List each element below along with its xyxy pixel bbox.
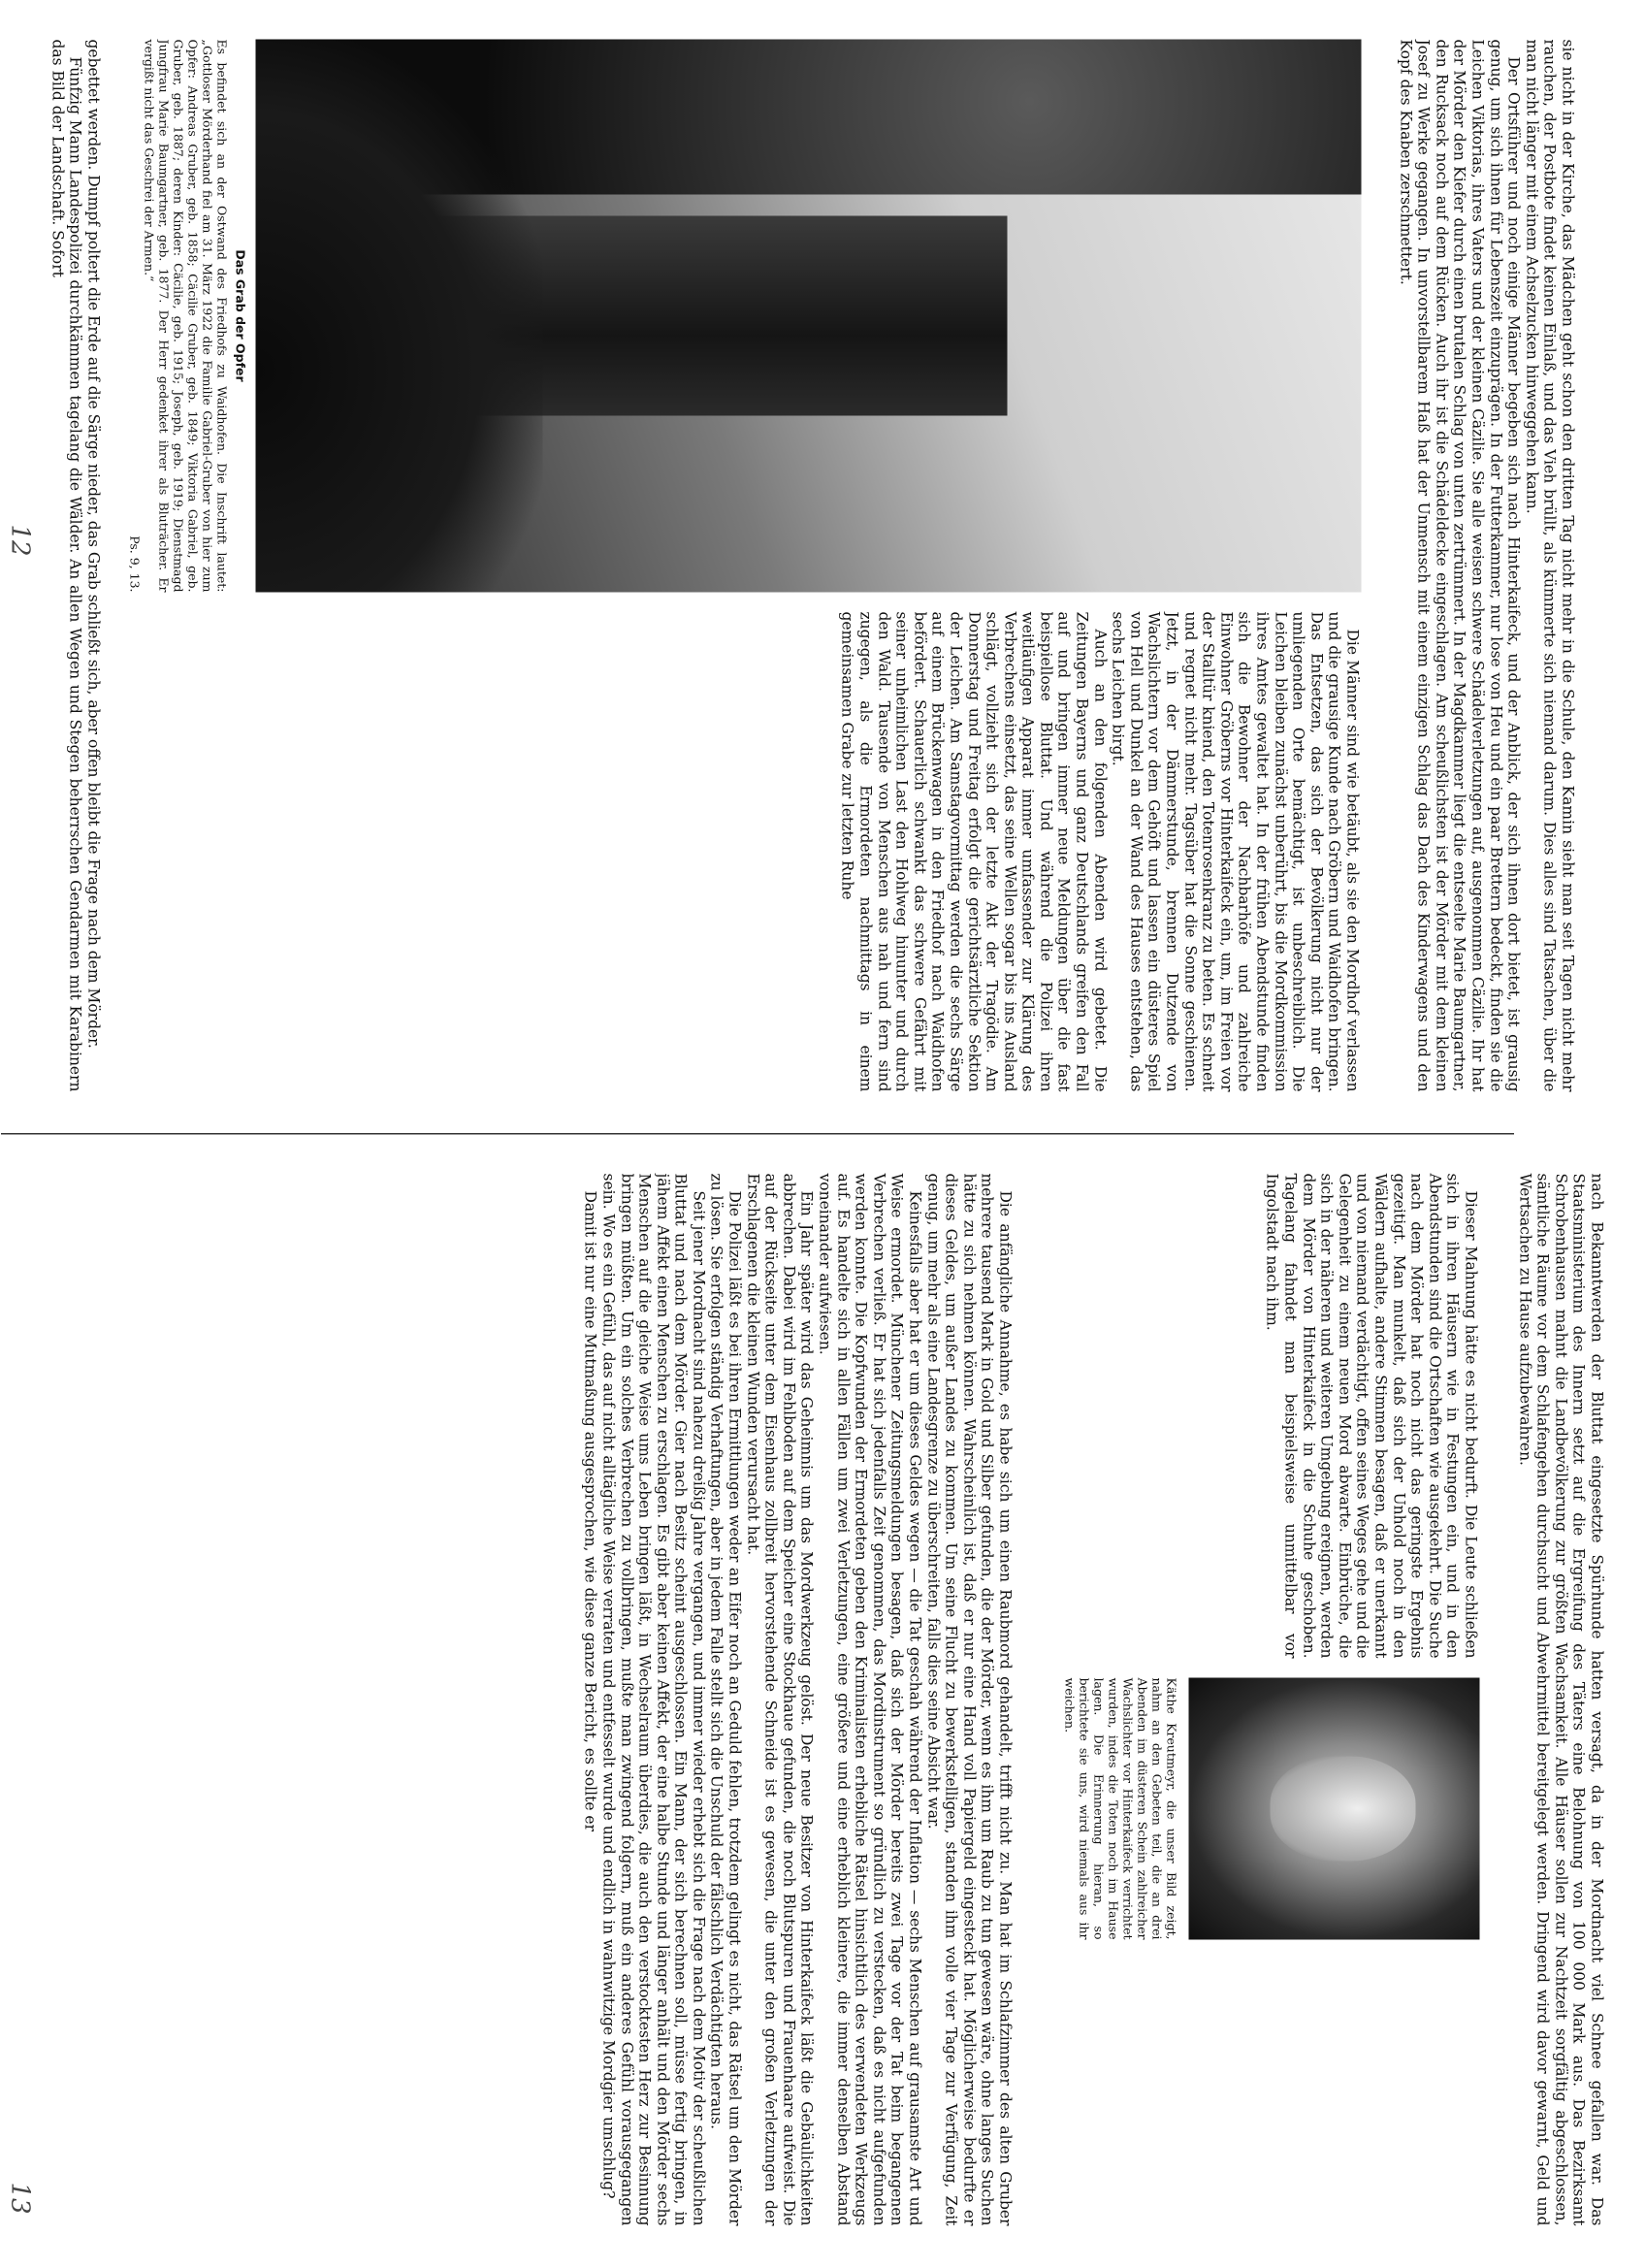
top-text-block [1378, 40, 1577, 1092]
grave-photo [256, 40, 1362, 593]
page-number: 13 [5, 2182, 35, 2215]
main-text-block [25, 1174, 1015, 2226]
portrait-face [1271, 1757, 1416, 1862]
caption-reference: Ps. 9, 13. [127, 535, 143, 593]
paragraph: Damit ist nur eine Mutmaßung ausgesprochen, wie diese ganze Bericht, es sollte er [581, 1190, 599, 1831]
right-text-column [111, 612, 1362, 1092]
paragraph: Ein Jahr später wird das Geheimnis um das Mordwerkzeug gelöst. Der neue Besitzer von Hinterkaifeck läßt die Gebäulichkeiten abbrechen. Dabei wird im Fehlboden auf dem Speicher eine Stockhaue gefunden, die noch Blutspuren und Frauenhaare aufweist. Die auf der Rückseite unter dem Eisenhaus zollbreit hervorstehende Schneide ist es gewesen, die unter den großen Verletzungen der Erschlagenen die kleinen Wunden verursacht hat. [744, 1173, 816, 2226]
bottom-text-block [30, 40, 103, 1092]
page-12 [0, 1, 1645, 1135]
top-text-block [1485, 1174, 1606, 2226]
paragraph: Die Polizei läßt es bei ihren Ermittlungen weder an Eifer noch an Geduld fehlen, trotzdem gelingt es nicht, das Rätsel um den Mörder zu lösen. Sie erfolgen ständig Verhaftungen, aber in jedem Falle stellt sich die Unschuld der fälschlich Verdächtigten heraus. [708, 1173, 744, 2226]
portrait-photo [1189, 1678, 1480, 1940]
grave-photo-caption [113, 40, 248, 593]
paragraph: nach Bekanntwerden der Bluttat eingesetzte Spürhunde hatten versagt, da in der Mordnacht viel Schnee gefallen war. Das Staatsministerium des Innern setzt auf die Ergreifung des Täters eine Belohnung von 100 000 Mark aus. Das Bezirksamt Schrobenhausen mahnt die Landbevölkerung zur größten Wachsamkeit. Alle Häuser sollen zur Nachtzeit sorgfältig abgeschlossen, sämtliche Räume vor dem Schlafengehen durchsucht und Abwehrmittel bereitgelegt werden. Dringend wird davor gewarnt, Geld und Wertsachen zu Hause aufzubewahren. [1516, 1173, 1606, 2226]
portrait-caption [1024, 1678, 1179, 1940]
page-number: 12 [5, 524, 35, 557]
paragraph: sie nicht in der Kirche, das Mädchen geht schon den dritten Tag nicht mehr in die Schule, den Kamin sieht man seit Tagen nicht mehr rauchen, der Postbote findet keinen Einlaß, und das Vieh brüllt, als kümmerte sich niemand darum. Dies alles sind Tatsachen, über die man nicht länger mit einem Achselzucken hinweggehen kann. [1523, 39, 1577, 1092]
paragraph: gebettet werden. Dumpf poltert die Erde auf die Särge nieder, das Grab schließt sich, aber offen bleibt die Frage nach dem Mörder. [84, 39, 103, 1049]
paragraph: Keinesfalls aber hat er um dieses Geldes wegen — die Tat geschah während der Inflation — sechs Menschen auf grausamste Art und Weise ermordet. Münchener Zeitungsmeldungen besagen, daß sich der Mörder bereits zwei Tage vor der Tat beim begangenen Verbrechen verließ. Er hat sich jedenfalls Zeit genommen, das Mordinstrument so gründlich zu verstecken, daß es nicht aufgefunden werden konnte. Die Kopfwunden der Ermordeten geben den Kriminalisten erhebliche Rätsel hinsichtlich des verwendeten Werkzeugs auf. Es handelte sich in allen Fällen um zwei Verletzungen, eine größere und eine erheblich kleinere, die immer denselben Abstand voneinander aufwiesen. [816, 1173, 924, 2226]
page-13-scan [0, 1134, 1645, 2268]
caption-text: Käthe Kreutmeyr, die unser Bild zeigt, nahm an den Gebeten teil, die an drei Abenden im düsteren Schein zahlreicher Wachslichter vor Hinterkaifeck verrichtet wurden, indes die Toten noch im Hause lagen. Die Erinnerung hieran, so berichtete sie uns, wird niemals aus ihr weichen. [1062, 1677, 1179, 1940]
left-text-column [1024, 1174, 1480, 1659]
paragraph: Die anfängliche Annahme, es habe sich um einen Raubmord gehandelt, trifft nicht zu. Man hat im Schlafzimmer des alten Gruber mehrere tausend Mark in Gold und Silber gefunden, die der Mörder, wenn es ihm um Raub zu tun gewesen wäre, ohne langes Suchen hätte zu sich nehmen können. Wahrscheinlich ist, daß er nur eine Hand voll Papiergeld eingesteckt hat. Möglicherweise bedurfte er dieses Geldes, um außer Landes zu kommen. Um seine Flucht zu bewerkstelligen, standen ihm volle vier Tage zur Verfügung, Zeit genug, um mehr als eine Landesgrenze zu überschreiten, falls dies seine Absicht war. [924, 1173, 1015, 2226]
paragraph: Seit jener Mordnacht sind nahezu dreißig Jahre vergangen, und immer wieder erhebt sich die Frage nach dem Motiv der scheußlichen Bluttat und nach dem Mörder. Gier nach Besitz scheint ausgeschlossen. Ein Mann, der sich berechnen soll, müsse fertig bringen, in jähem Affekt einen Menschen zu erschlagen. Es gibt aber keinen Affekt, der eine halbe Stunde und länger anhält und den Mörder sechs Menschen auf die gleiche Weise ums Leben bringen läßt, in Wechselraum überdies, die auch den verstocktesten Herz zur Besinnung bringen müßten. Um ein solches Verbrechen zu vollbringen, mußte man zwingend folgern, muß ein anderes Gefühl vorausgegangen sein. Wo es ein Gefühl, das auf nicht alltägliche Weise verraten und entfesselt wurde und endlich in wahnwitzige Mordgier umschlug? [599, 1173, 708, 2226]
page-13 [0, 1135, 1645, 2268]
caption-text: Es befindet sich an der Ostwand des Friedhofs zu Waidhofen. Die Inschrift lautet: „Gottloser Mörderhand fiel am 31. März 1922 die Familie Gabriel-Gruber von hier zum Opfer: Andreas Gruber, geb. 1858; Cäcilie Gruber, geb. 1849; Viktoria Gabriel, geb. Gruber, geb. 1887; deren Kinder: Cäcilie, geb. 1915; Joseph, geb. 1919; Dienstmagd Jungfrau Marie Baumgartner, geb. 1877. Der Herr gedenket ihrer als Bluträcher. Er vergißt nicht das Geschrei der Armen.“ [142, 39, 230, 593]
paragraph: Der Ortsführer und noch einige Männer begeben sich nach Hinterkaifeck, und der Anblick, der sich ihnen dort bietet, ist grausig genug, um sich ihnen für Lebenszeit einzuprägen. In der Futterkammer, nur lose von Heu und ein paar Brettern bedeckt, finden sie die Leichen Viktorias, ihres Vaters und der kleinen Cäzilie. Sie alle weisen schwere Schädelverletzungen auf, ausgenommen Cäzilie. Ihr hat der Mörder den Kiefer durch einen brutalen Schlag von unten zertrümmert. In der Magdkammer liegt die entseelte Marie Baumgartner, den Rucksack noch auf dem Rücken. Auch ihr ist die Schädeldecke eingeschlagen. Am scheußlichsten ist der Mörder mit dem kleinen Josef zu Werke gegangen. In unvorstellbarem Haß hat der Unmensch mit einem einzigen Schlag das Dach des Kinderwagens und den Kopf des Knaben zerschmettert. [1397, 39, 1523, 1092]
paragraph: Auch an den folgenden Abenden wird gebetet. Die Zeitungen Bayerns und ganz Deutschlands greifen den Fall auf und bringen immer neue Meldungen über die fast beispiellose Bluttat. Und während die Polizei ihren weitläufigen Apparat immer umfassender zur Klärung des Verbrechens einsetzt, das seine Wellen sogar bis ins Ausland schlägt, vollzieht sich der letzte Akt der Tragödie. Am Donnerstag und Freitag erfolgt die gerichtsärztliche Sektion der Leichen. Am Samstagvormittag werden die sechs Särge auf einem Brückenwagen in den Friedhof nach Waidhofen befördert. Schauerlich schwankt das schwere Gefährt mit seiner unheimlichen Last den Hohlweg hinunter und durch den Wald. Tausende von Menschen aus nah und fern sind zugegen, als die Ermordeten nachmittags in einem gemeinsamen Grabe zur letzten Ruhe [838, 611, 1110, 1092]
paragraph: Fünfzig Mann Landespolizei durchkämmen tagelang die Wälder. An allen Wegen und Stegen beherrschen Gendarmen mit Karabinern das Bild der Landschaft. Sofort [48, 39, 84, 1092]
paragraph: Die Männer sind wie betäubt, als sie den Mordhof verlassen und die grausige Kunde nach Gröbern und Waidhofen bringen. Das Entsetzen, das sich der Bevölkerung nicht nur der umliegenden Orte bemächtigt, ist unbeschreiblich. Die Leichen bleiben zunächst unberührt, bis die Mordkommission ihres Amtes gewaltet hat. In der frühen Abendstunde finden sich die Bewohner der Nachbarhöfe und zahlreiche Einwohner Gröberns vor Hinterkaifeck ein, um, im Freien vor der Stalltür kniend, den Totenrosenkranz zu beten. Es schneit und regnet nicht mehr. Tagsüber hat die Sonne geschienen. Jetzt, in der Dämmerstunde, brennen Dutzende von Wachslichtern vor dem Gehöft und lassen ein düsteres Spiel von Hell und Dunkel an der Wand des Hauses entstehen, das sechs Leichen birgt. [1109, 611, 1362, 1092]
caption-title: Das Grab der Opfer [233, 249, 248, 382]
photo-foreground [256, 40, 543, 593]
paragraph: Dieser Mahnung hätte es nicht bedurft. Die Leute schließen sich in ihren Häusern wie in Festungen ein, und in den Abendstunden sind die Ortschaften wie ausgekehrt. Die Suche nach dem Mörder hat noch nicht das geringste Ergebnis gezeitigt. Man munkelt, daß sich der Unhold noch in den Wäldern aufhalte, andere Stimmen besagen, daß er unerkannt und von niemand verdächtigt, offen seines Weges gehe und die Gelegenheit zu einem neuen Mord abwarte. Einbrüche, die sich in der näheren und weiteren Umgebung ereignen, werden dem Mörder von Hinterkaifeck in die Schuhe geschoben. Tagelang fahndet man beispielsweise unmittelbar vor Ingolstadt nach ihm. [1263, 1173, 1480, 1659]
text-column-continued [1024, 1960, 1480, 2226]
